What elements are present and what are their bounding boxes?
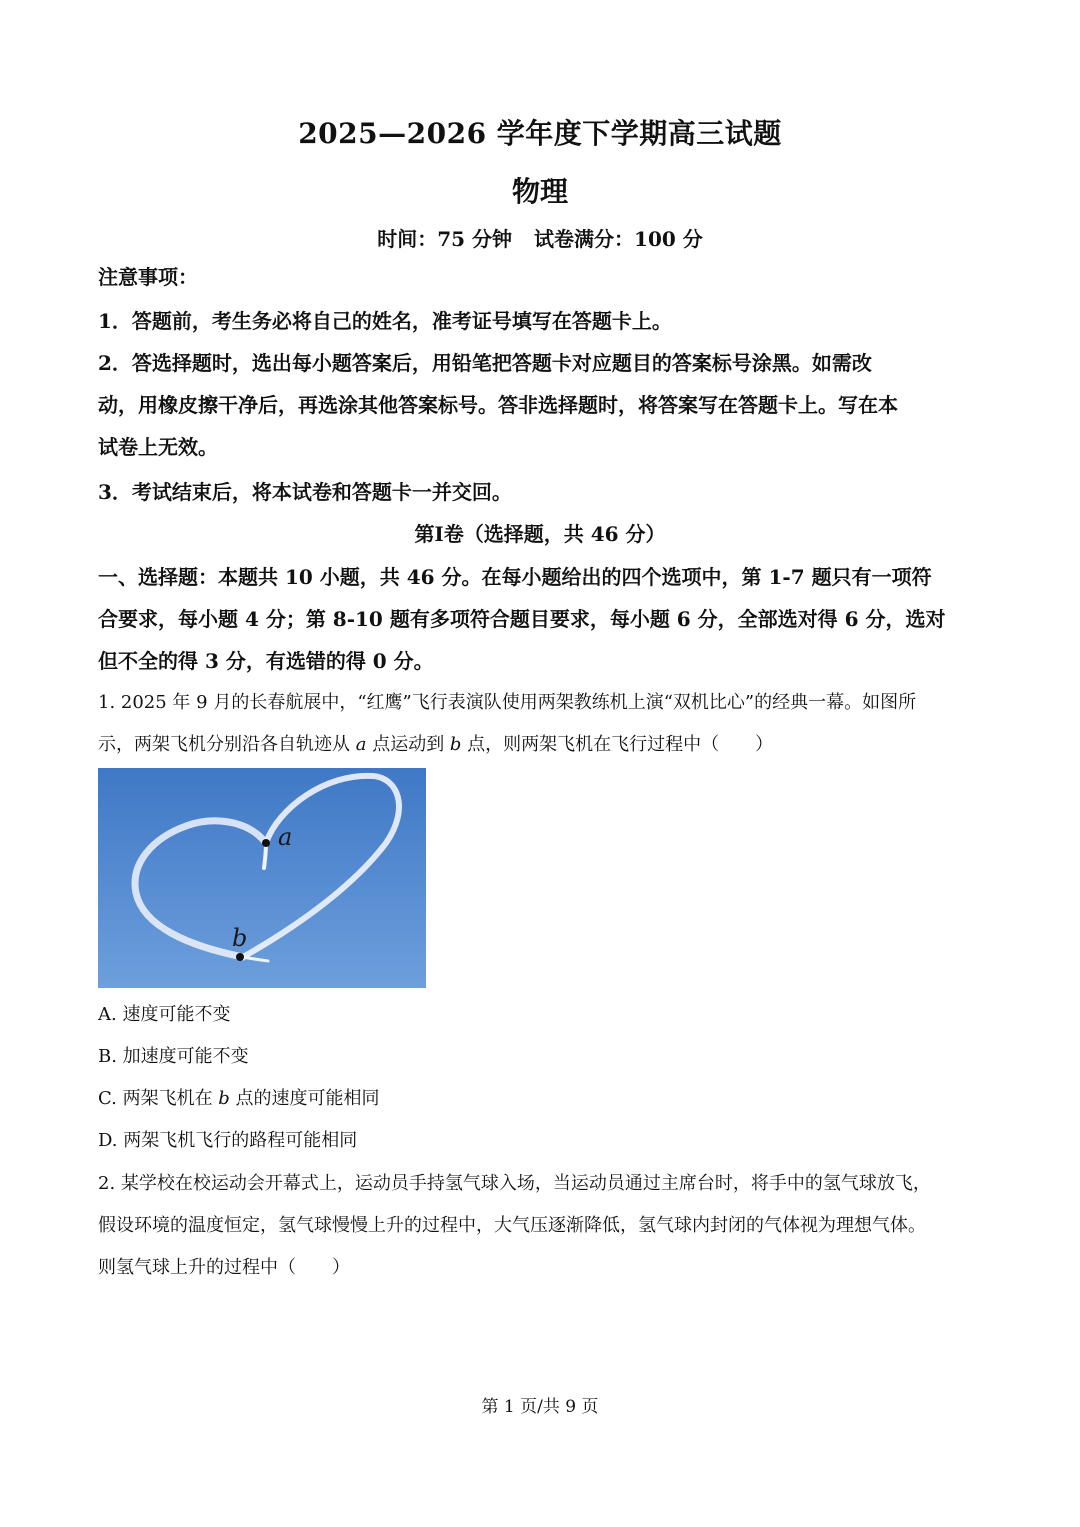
- option-c-pre: C. 两架飞机在: [98, 1088, 219, 1109]
- question-1-line-2-end: 点，则两架飞机在飞行过程中（ ）: [461, 734, 774, 755]
- part1-instructions: [98, 556, 988, 682]
- figure-label-a: a: [278, 823, 293, 851]
- notice-item-3: 3．考试结束后，将本试卷和答题卡一并交回。: [98, 480, 512, 504]
- question-1-line-1: 1. 2025 年 9 月的长春航展中，“红鹰”飞行表演队使用两架教练机上演“双机比心”的经典一幕。如图所: [98, 692, 917, 713]
- part1-line-2: 合要求，每小题 4 分；第 8-10 题有多项符合题目要求，每小题 6 分，全部选对得 6 分，选对: [98, 607, 946, 631]
- question-2-line-1: 2. 某学校在校运动会开幕式上，运动员手持氢气球入场，当运动员通过主席台时，将手中的氢气球放飞，: [98, 1173, 931, 1194]
- figure-label-b: b: [232, 924, 248, 952]
- option-c: [98, 1084, 380, 1114]
- notice-item-2-line-1: 2．答选择题时，选出每小题答案后，用铅笔把答题卡对应题目的答案标号涂黑。如需改: [98, 351, 872, 375]
- part1-line-1: 一、选择题：本题共 10 小题，共 46 分。在每小题给出的四个选项中，第 1-7 题只有一项符: [98, 565, 932, 589]
- exam-time: 时间：75 分钟: [377, 227, 513, 251]
- section-title: 第Ⅰ卷（选择题，共 46 分）: [414, 522, 666, 546]
- option-d: D. 两架飞机飞行的路程可能相同: [98, 1130, 358, 1151]
- option-c-var: b: [218, 1088, 230, 1109]
- notice-title: 注意事项：: [98, 265, 198, 289]
- sky-background: [98, 768, 426, 988]
- notice-item-2-line-2: 动，用橡皮擦干净后，再选涂其他答案标号。答非选择题时，将答案写在答题卡上。写在本: [98, 393, 898, 417]
- option-c-post: 点的速度可能相同: [229, 1088, 380, 1109]
- part1-line-3: 但不全的得 3 分，有选错的得 0 分。: [98, 649, 434, 673]
- page-title: 2025—2026 学年度下学期高三试题: [298, 117, 782, 150]
- point-b-dot: [236, 953, 244, 961]
- question-2-line-3: 则氢气球上升的过程中（ ）: [98, 1257, 350, 1278]
- notice-item-2: [98, 342, 988, 468]
- full-score: 试卷满分：100 分: [534, 227, 703, 251]
- notice-item-2-line-3: 试卷上无效。: [98, 435, 218, 459]
- subject-title: 物理: [511, 175, 568, 208]
- option-a: A. 速度可能不变: [98, 1004, 231, 1025]
- option-b: B. 加速度可能不变: [98, 1046, 249, 1067]
- question-1-line-2: [98, 724, 988, 766]
- question-1-line-2-mid: 点运动到: [366, 734, 450, 755]
- exam-time-score: [0, 223, 1080, 252]
- heart-contrail-photo: [98, 768, 426, 988]
- point-b-label: b: [449, 734, 462, 755]
- notice-item-1: 1．答题前，考生务必将自己的姓名，准考证号填写在答题卡上。: [98, 309, 672, 333]
- question-2-stem: [98, 1163, 988, 1289]
- question-1-stem: [98, 682, 988, 766]
- question-2-line-2: 假设环境的温度恒定，氢气球慢慢上升的过程中，大气压逐渐降低，氢气球内封闭的气体视为理想气体。: [98, 1215, 926, 1236]
- page-footer: 第 1 页/共 9 页: [481, 1397, 599, 1417]
- point-a-label: a: [355, 734, 367, 755]
- point-a-dot: [262, 839, 270, 847]
- question-1-line-2-text: 示，两架飞机分别沿各自轨迹从: [98, 734, 356, 755]
